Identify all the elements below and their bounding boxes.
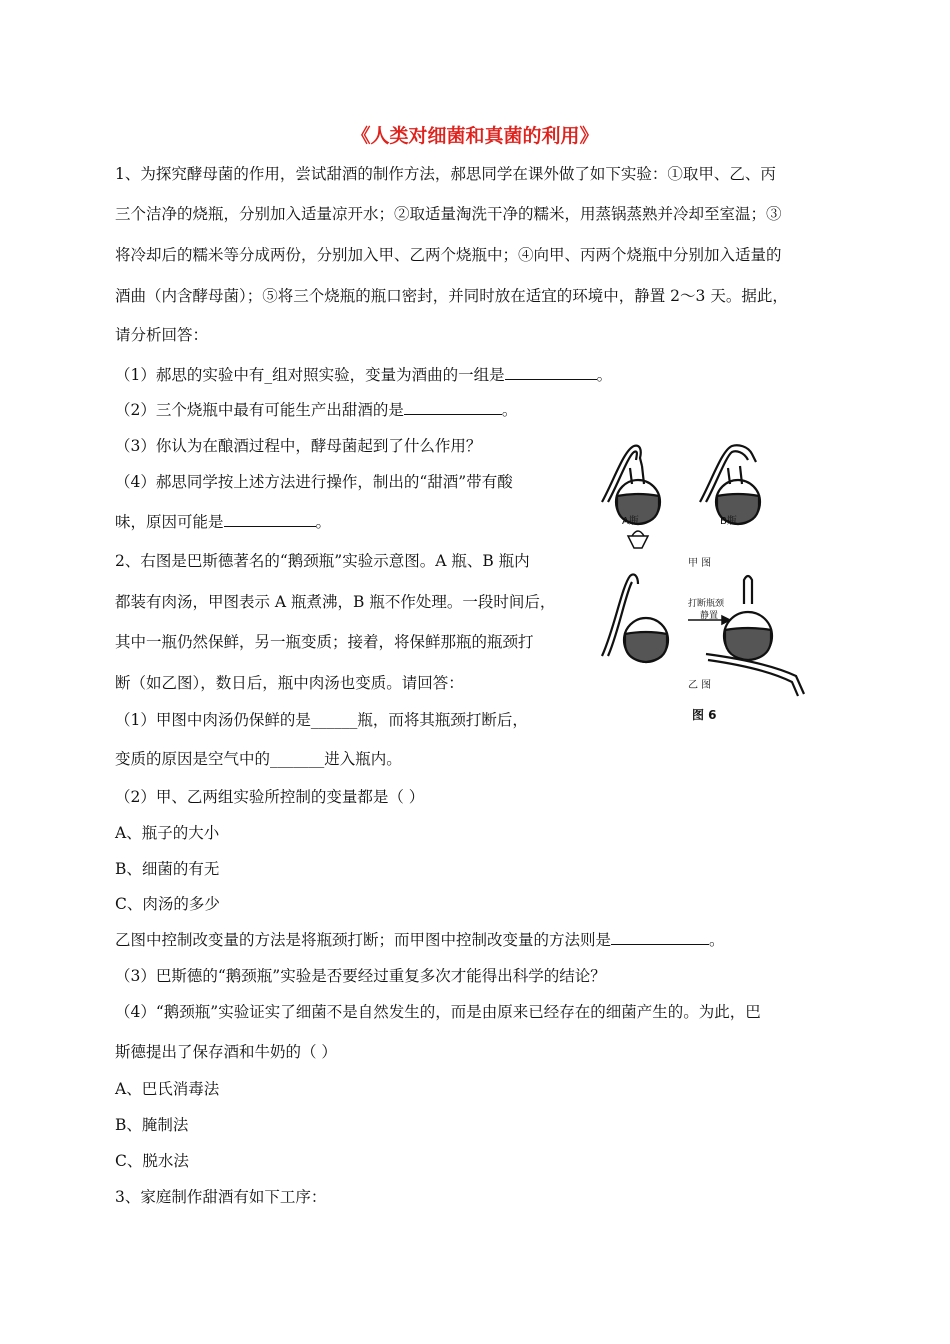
q2-intro-line: 都装有肉汤，甲图表示 A 瓶煮沸，B 瓶不作处理。一段时间后， — [115, 593, 556, 611]
arrow-label-2: 静置 — [700, 611, 719, 621]
answer-blank[interactable] — [611, 930, 709, 945]
q1-part2-text: （2）三个烧瓶中最有可能生产出甜酒的是 — [115, 401, 404, 419]
answer-blank[interactable] — [404, 400, 502, 415]
figure-caption: 图 6 — [692, 708, 717, 722]
q1-part1 — [115, 365, 612, 385]
q1-part1-end: 。 — [596, 366, 613, 384]
q2-part2: （2）甲、乙两组实验所控制的变量都是（ ） — [115, 788, 425, 806]
q2-option: A、巴氏消毒法 — [115, 1080, 220, 1098]
q2-part2-followup — [115, 930, 725, 950]
answer-blank[interactable] — [505, 365, 597, 380]
page-title: 《人类对细菌和真菌的利用》 — [351, 125, 599, 147]
q2-intro-line: 其中一瓶仍然保鲜，另一瓶变质；接着，将保鲜那瓶的瓶颈打 — [115, 633, 534, 651]
q2-option: A、瓶子的大小 — [115, 824, 220, 842]
q1-part4-text: 味，原因可能是 — [115, 513, 224, 531]
q1-intro-line: 请分析回答： — [115, 326, 209, 344]
q1-intro-line: 将冷却后的糯米等分成两份，分别加入甲、乙两个烧瓶中；④向甲、丙两个烧瓶中分别加入适量的 — [115, 246, 782, 264]
q1-part4-cont — [115, 512, 331, 532]
flask-a-label: A瓶 — [622, 516, 639, 527]
arrow-label: 打断瓶颈 — [688, 599, 725, 609]
q2-part4: （4）“鹅颈瓶”实验证实了细菌不是自然发生的，而是由原来已经存在的细菌产生的。为此，巴 — [115, 1003, 761, 1021]
q2-part4-cont: 斯德提出了保存酒和牛奶的（ ） — [115, 1043, 337, 1061]
q2-part2-followup-end: 。 — [709, 931, 725, 949]
q2-option: C、肉汤的多少 — [115, 895, 220, 913]
q1-part2 — [115, 400, 517, 420]
q2-intro-line: 断（如乙图），数日后，瓶中肉汤也变质。请回答： — [115, 674, 464, 692]
q1-part4-end: 。 — [315, 513, 332, 531]
q1-part2-end: 。 — [501, 401, 518, 419]
q2-part2-followup-text: 乙图中控制改变量的方法是将瓶颈打断；而甲图中控制改变量的方法则是 — [115, 931, 612, 949]
q1-intro-line: 酒曲（内含酵母菌）；⑤将三个烧瓶的瓶口密封，并同时放在适宜的环境中，静置 2～3 天。据此， — [115, 287, 788, 305]
q2-option: B、细菌的有无 — [115, 860, 220, 878]
swan-neck-flask-figure — [596, 440, 812, 730]
q2-part1-cont: 变质的原因是空气中的_______进入瓶内。 — [115, 750, 402, 768]
q1-part3: （3）你认为在酿酒过程中，酵母菌起到了什么作用？ — [115, 437, 482, 455]
q3-intro: 3、家庭制作甜酒有如下工序： — [115, 1188, 327, 1206]
q2-option: C、脱水法 — [115, 1152, 189, 1170]
flask-broken-left-icon — [602, 574, 668, 662]
q2-intro-line: 2、右图是巴斯德著名的“鹅颈瓶”实验示意图。A 瓶、B 瓶内 — [115, 552, 530, 570]
q1-intro-line: 1、为探究酵母菌的作用，尝试甜酒的制作方法，郝思同学在课外做了如下实验：①取甲、乙、丙 — [115, 165, 776, 183]
flask-broken-right-icon — [706, 576, 804, 696]
q2-part1: （1）甲图中肉汤仍保鲜的是______瓶，而将其瓶颈打断后， — [115, 711, 528, 729]
q1-part4: （4）郝思同学按上述方法进行操作，制出的“甜酒”带有酸 — [115, 473, 513, 491]
flask-b-label: B瓶 — [720, 516, 737, 527]
q2-part3: （3）巴斯德的“鹅颈瓶”实验是否要经过重复多次才能得出科学的结论？ — [115, 967, 606, 985]
figure-jia-label: 甲 图 — [688, 558, 712, 569]
q1-part1-text: （1）郝思的实验中有_组对照实验，变量为酒曲的一组是 — [115, 366, 505, 384]
flask-a-icon — [602, 446, 660, 548]
figure-yi-label: 乙 图 — [688, 680, 712, 691]
q2-option: B、腌制法 — [115, 1116, 189, 1134]
answer-blank[interactable] — [224, 512, 316, 527]
q1-intro-line: 三个洁净的烧瓶，分别加入适量凉开水；②取适量淘洗干净的糯米，用蒸锅蒸熟并冷却至室温；③ — [115, 205, 782, 223]
